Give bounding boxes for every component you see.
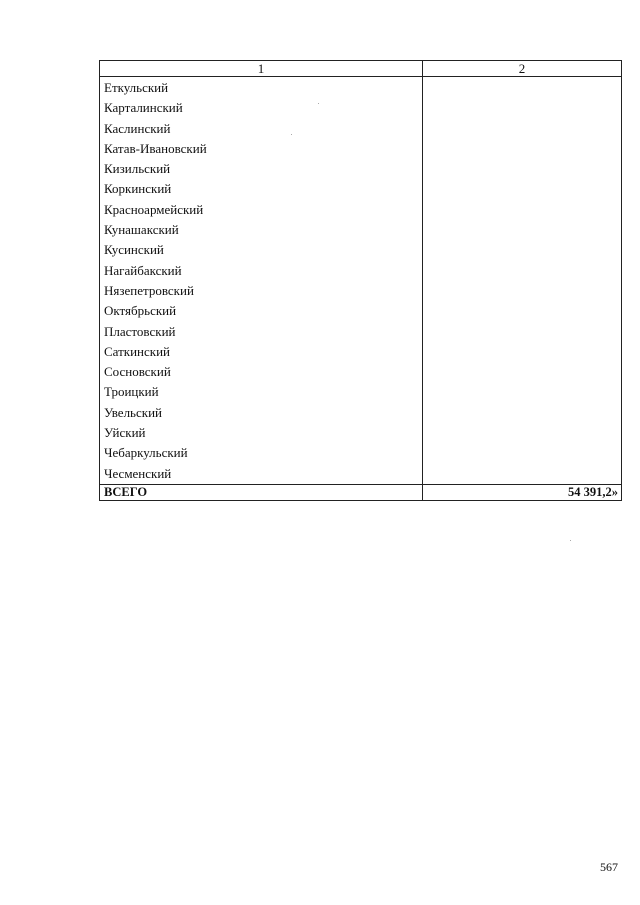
district-name: Карталинский [104, 100, 183, 116]
district-name: Чесменский [104, 465, 172, 481]
district-rows [100, 77, 622, 485]
scan-speck [570, 540, 571, 541]
district-values-cell [423, 77, 622, 485]
total-row [100, 484, 622, 500]
district-names-cell [100, 77, 423, 485]
district-name: Кунашакский [104, 222, 179, 238]
page-number: 567 [600, 860, 618, 874]
scan-speck [318, 103, 319, 104]
total-label: ВСЕГО [100, 484, 423, 500]
district-name: Октябрьский [104, 303, 177, 319]
district-name: Сосновский [104, 364, 171, 380]
district-name: Нагайбакский [104, 262, 182, 278]
district-name: Кизильский [104, 161, 171, 177]
district-name: Катав-Ивановский [104, 140, 207, 156]
district-name: Каслинский [104, 120, 171, 136]
header-row [100, 61, 622, 77]
district-name: Троицкий [104, 384, 159, 400]
district-name: Красноармейский [104, 201, 204, 217]
total-value: 54 391,2» [423, 484, 622, 500]
district-name: Нязепетровский [104, 282, 194, 298]
scan-speck [291, 134, 292, 135]
district-name: Пластовский [104, 323, 176, 339]
district-name: Чебаркульский [104, 445, 188, 461]
district-name: Кусинский [104, 242, 164, 258]
district-name: Саткинский [104, 343, 171, 359]
column-header-2: 2 [423, 61, 622, 77]
district-name: Уйский [104, 425, 146, 441]
district-table [99, 60, 622, 501]
district-name: Еткульский [104, 80, 169, 95]
district-name: Увельский [104, 404, 162, 420]
district-name: Коркинский [104, 181, 172, 197]
column-header-1: 1 [100, 61, 423, 77]
